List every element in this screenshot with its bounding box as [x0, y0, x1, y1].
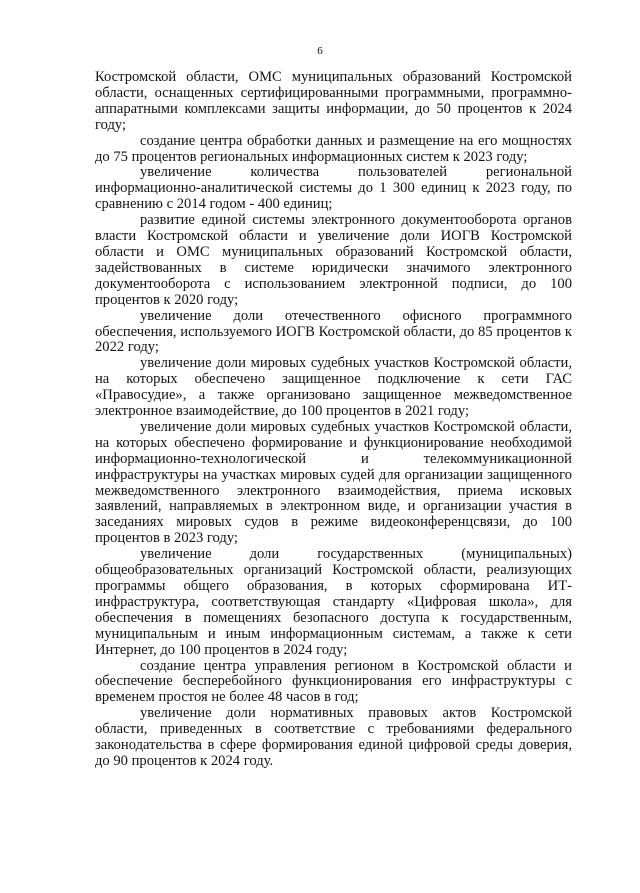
paragraph-legal-acts: увеличение доли нормативных правовых актов Костромской области, приведенных в соответствие с требованиями федерального законодательства в сфере формирования единой цифровой среды доверия, до 90 процентов к 2024 году. [95, 705, 572, 769]
document-body [95, 70, 572, 770]
paragraph-e-document-flow: развитие единой системы электронного документооборота органов власти Костромской области и увеличение доли ИОГВ Костромской области и ОМС муниципальных образований Костромской области, задействованных в системе юридически значимого электронного документооборота с использованием электронной подписи, до 100 процентов к 2020 году; [95, 212, 572, 308]
paragraph-gas-pravosudie: увеличение доли мировых судебных участков Костромской области, на которых обеспечено защищенное подключение к сети ГАС «Правосудие», а также организовано защищенное межведомственное электронное взаимодействие, до 100 процентов в 2021 году; [95, 355, 572, 420]
paragraph-court-infrastructure: увеличение доли мировых судебных участков Костромской области, на которых обеспечено формирование и функционирование необходимой информационно-технологической и телекоммуникационной инфраструктуры на участках мировых судей для организации защищенного межведомственного электронного взаимодействия, приема исковых заявлений, направляемых в электронном виде, и организации участия в заседаниях мировых судов в режиме видеоконференцсвязи, до 100 процентов в 2023 году; [95, 418, 572, 547]
paragraph-office-software: увеличение доли отечественного офисного программного обеспечения, используемого ИОГВ Костромской области, до 85 процентов к 2022 году; [95, 307, 572, 356]
paragraph-digital-school: увеличение доли государственных (муниципальных) общеобразовательных организаций Костромской области, реализующих программы общего образования, в которых сформирована ИТ-инфраструктура, соответствующая стандарту «Цифровая школа», для обеспечения в помещениях безопасного доступа к государственным, муниципальным и иным информационным системам, а также к сети Интернет, до 100 процентов в 2024 году; [95, 546, 572, 658]
page-number: 6 [317, 45, 323, 57]
paragraph-control-center: создание центра управления регионом в Костромской области и обеспечение бесперебойного функционирования его инфраструктуры с временем простоя не более 48 часов в год; [95, 657, 572, 706]
paragraph-protection-systems: Костромской области, ОМС муниципальных образований Костромской области, оснащенных сертифицированными программными, программно-аппаратными комплексами защиты информации, до 50 процентов к 2024 году; [95, 69, 572, 133]
paragraph-analytics-users: увеличение количества пользователей региональной информационно-аналитической системы до 1 300 единиц к 2023 году, по сравнению с 2014 годом - 400 единиц; [95, 164, 572, 213]
paragraph-data-center: создание центра обработки данных и размещение на его мощностях до 75 процентов региональных информационных систем к 2023 году; [95, 132, 572, 165]
